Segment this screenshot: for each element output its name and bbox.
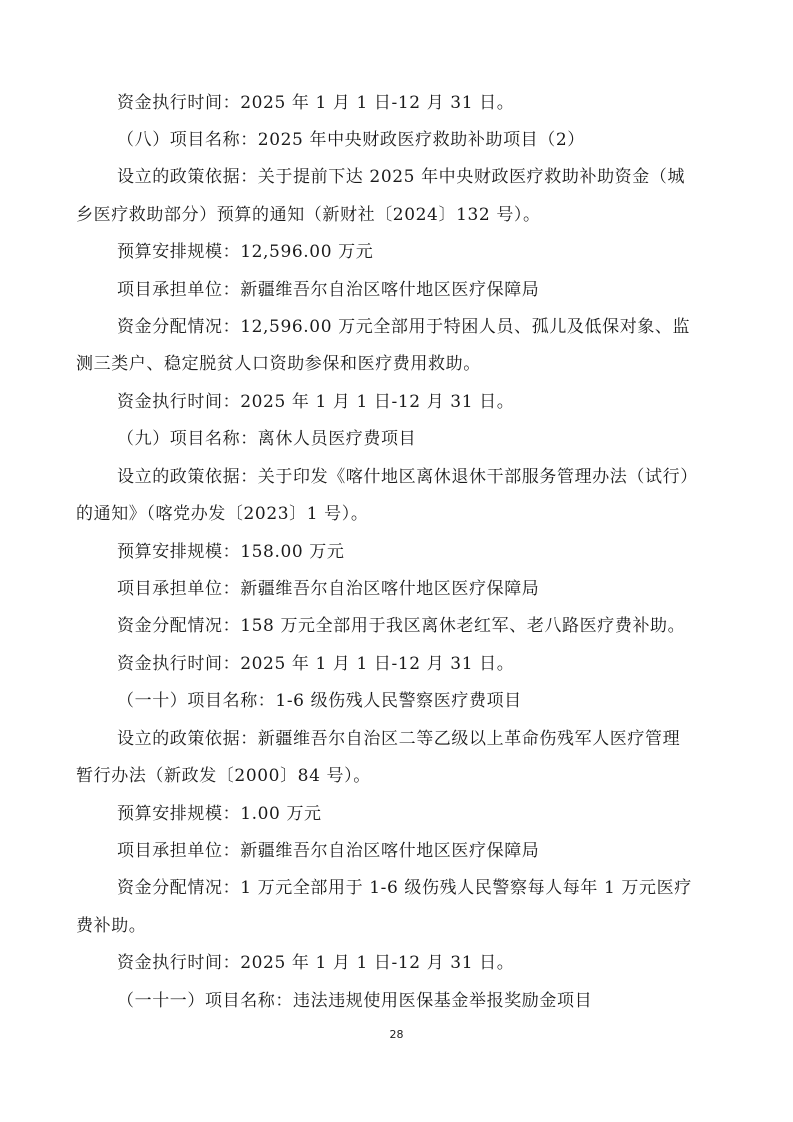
text-line: 设立的政策依据：关于印发《喀什地区离休退休干部服务管理办法（试行） <box>117 467 698 487</box>
text-line: 预算安排规模：1.00 万元 <box>117 804 322 824</box>
section-heading: （一十）项目名称：1-6 级伤残人民警察医疗费项目 <box>117 691 522 711</box>
text-line: 资金执行时间：2025 年 1 月 1 日-12 月 31 日。 <box>117 93 515 113</box>
text-line: 测三类户、稳定脱贫人口资助参保和医疗费用救助。 <box>76 354 481 374</box>
text-line: 暂行办法（新政发〔2000〕84 号）。 <box>76 766 371 786</box>
text-line: 项目承担单位：新疆维吾尔自治区喀什地区医疗保障局 <box>117 579 540 599</box>
text-line: 资金执行时间：2025 年 1 月 1 日-12 月 31 日。 <box>117 654 515 674</box>
text-line: 费补助。 <box>76 916 147 936</box>
text-line: 资金分配情况：12,596.00 万元全部用于特困人员、孤儿及低保对象、监 <box>117 317 691 337</box>
text-line: 资金分配情况：1 万元全部用于 1-6 级伤残人民警察每人每年 1 万元医疗 <box>117 878 692 898</box>
text-line: 资金执行时间：2025 年 1 月 1 日-12 月 31 日。 <box>117 953 515 973</box>
text-line: 项目承担单位：新疆维吾尔自治区喀什地区医疗保障局 <box>117 841 540 861</box>
text-line: 预算安排规模：12,596.00 万元 <box>117 242 374 262</box>
text-line: 乡医疗救助部分）预算的通知（新财社〔2024〕132 号）。 <box>76 205 541 225</box>
text-line: 资金执行时间：2025 年 1 月 1 日-12 月 31 日。 <box>117 392 515 412</box>
text-line: 资金分配情况：158 万元全部用于我区离休老红军、老八路医疗费补助。 <box>117 616 686 636</box>
page-number: 28 <box>389 1028 404 1041</box>
text-line: 项目承担单位：新疆维吾尔自治区喀什地区医疗保障局 <box>117 280 540 300</box>
section-heading: （九）项目名称：离休人员医疗费项目 <box>117 429 417 449</box>
text-line: 设立的政策依据：新疆维吾尔自治区二等乙级以上革命伤残军人医疗管理 <box>117 729 681 749</box>
section-heading: （八）项目名称：2025 年中央财政医疗救助补助项目（2） <box>117 130 585 150</box>
text-line: 的通知》（喀党办发〔2023〕1 号）。 <box>76 504 369 524</box>
section-heading: （一十一）项目名称：违法违规使用医保基金举报奖励金项目 <box>117 991 593 1011</box>
text-line: 预算安排规模：158.00 万元 <box>117 542 345 562</box>
text-line: 设立的政策依据：关于提前下达 2025 年中央财政医疗救助补助资金（城 <box>117 167 686 187</box>
